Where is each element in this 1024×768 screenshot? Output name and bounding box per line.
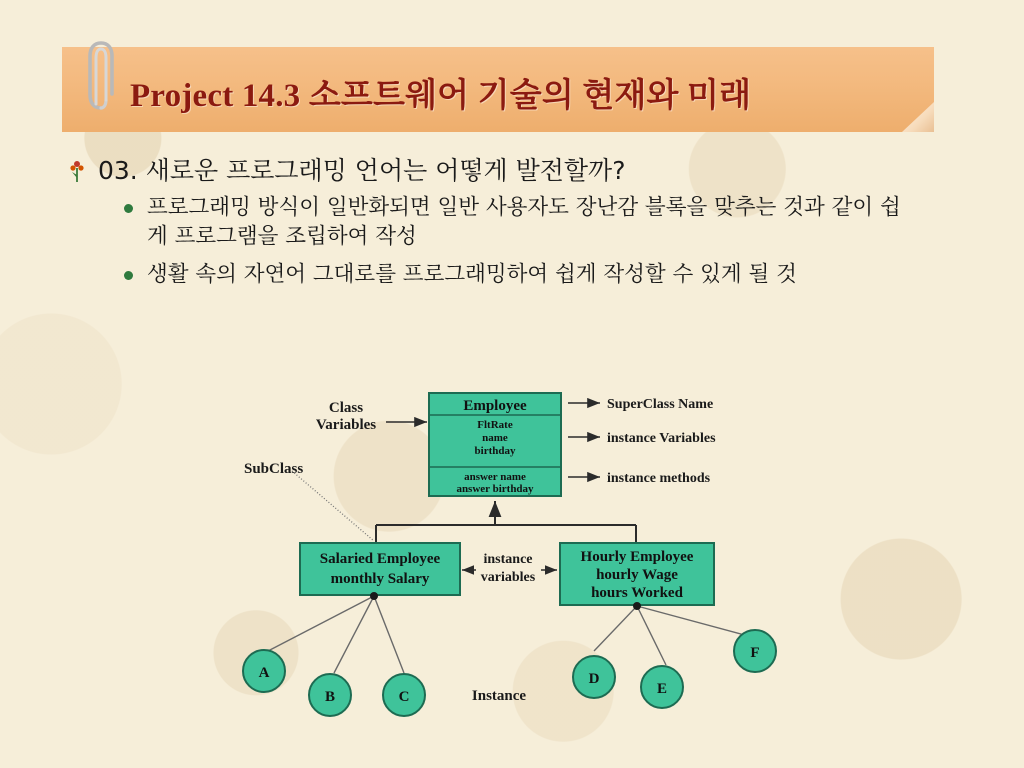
class-member: name: [482, 432, 508, 444]
instance-node-e: [641, 666, 683, 708]
instance-label: A: [258, 665, 270, 681]
instance-node-a: [243, 650, 285, 692]
class-member: birthday: [474, 445, 516, 457]
list-item: [124, 261, 950, 289]
level1-bullet-row: [70, 155, 950, 186]
svg-text:variables: variables: [480, 570, 536, 585]
annotation-instance-methods: [568, 471, 711, 486]
annotation-instance-variables-center: [462, 552, 557, 585]
level1-bullet-text: 03. 새로운 프로그래밍 언어는 어떻게 발전할까?: [98, 156, 626, 185]
class-name-employee: Employee: [463, 398, 527, 414]
class-member: monthly Salary: [330, 571, 430, 587]
annotation-subclass: [244, 461, 303, 477]
level2-bullet-text: 프로그래밍 방식이 일반화되면 일반 사용자도 장난감 블록을 맞추는 것과 같이 쉽게 프로그램을 조립하여 작성: [147, 195, 901, 249]
class-box-salaried-employee: [300, 543, 460, 595]
instance-label: D: [588, 671, 600, 687]
dot-bullet-icon: [124, 204, 133, 213]
instance-node-b: [309, 674, 351, 716]
instance-label: E: [656, 681, 668, 697]
svg-text:instance methods: instance methods: [607, 471, 711, 486]
class-member: hours Worked: [591, 585, 683, 601]
level2-bullet-text: 생활 속의 자연어 그대로를 프로그래밍하여 쉽게 작성할 수 있게 될 것: [147, 262, 797, 287]
paperclip-icon: [88, 40, 114, 112]
svg-text:instance Variables: instance Variables: [607, 431, 716, 446]
annotation-instance: Instance: [471, 688, 527, 704]
page-title: Project 14.3 소프트웨어 기술의 현재와 미래: [130, 78, 752, 114]
instance-label: B: [324, 689, 336, 705]
svg-text:Class: Class: [328, 400, 364, 416]
instance-node-c: [383, 674, 425, 716]
class-hierarchy-diagram: [196, 385, 836, 725]
instance-node-d: [573, 656, 615, 698]
class-name-salaried: Salaried Employee: [319, 551, 441, 567]
svg-text:SubClass: SubClass: [244, 461, 304, 477]
bullet-content: [70, 155, 950, 299]
svg-text:instance: instance: [483, 552, 533, 567]
dot-bullet-icon: [124, 271, 133, 280]
class-member: FltRate: [477, 419, 513, 431]
class-name-hourly: Hourly Employee: [580, 549, 694, 565]
annotation-instance-variables-right: [568, 431, 716, 446]
annotation-class-variables: [316, 400, 427, 433]
svg-text:SuperClass Name: SuperClass Name: [607, 397, 714, 412]
class-box-employee: [429, 393, 561, 496]
class-member: answer birthday: [456, 483, 534, 495]
class-box-hourly-employee: [560, 543, 714, 605]
instance-label: C: [398, 689, 410, 705]
list-item: [124, 194, 950, 251]
svg-text:Variables: Variables: [315, 417, 377, 433]
class-member: answer name: [464, 471, 526, 483]
title-banner: [62, 47, 934, 132]
class-member: hourly Wage: [596, 567, 678, 583]
flower-bullet-icon: [70, 159, 84, 185]
instance-node-f: [734, 630, 776, 672]
annotation-superclass-name: [568, 397, 713, 412]
level2-bullet-list: [124, 194, 950, 289]
instance-label: F: [750, 645, 760, 661]
